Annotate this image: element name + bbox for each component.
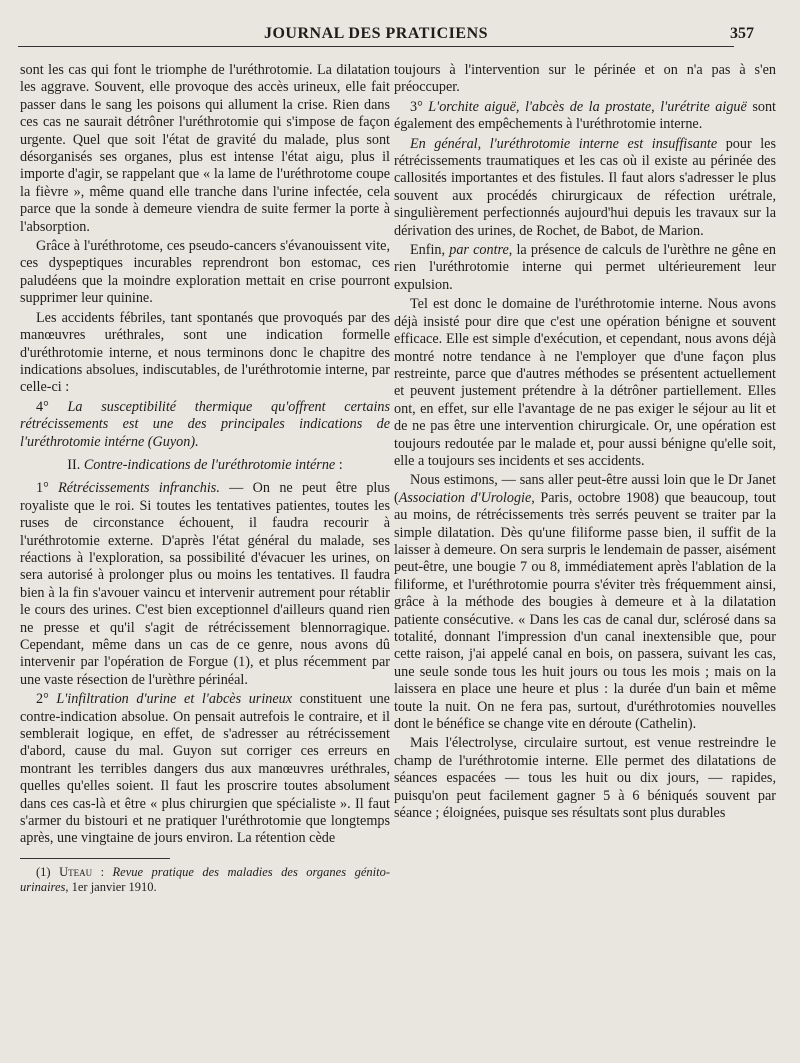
italic-text: En général, l'uréthrotomie interne est insuffisante [410,135,718,152]
list-number: 2° [36,691,57,708]
footnote-sep: : [92,864,113,879]
paragraph: Mais l'électrolyse, circulaire surtout, est venue restreindre le champ de l'uréthrotomie interne. Elle permet des dilatations de séances espacées — tous les huit ou dix jours, — rapides, puisqu'on peut facilement gagner 5 à 6 béniqués souvent par séance ; éloignées, puisque ses résultats sont plus durables [394,735,776,822]
footnote [20,865,390,895]
paragraph [394,472,776,733]
body-text: constituent une contre-indication absolue. On pensait autrefois le contraire, et il semblerait logique, en effet, de s'adresser au rétrécissement d'abord, cause du mal. Guyon sut corriger ces erreurs en montrant les terribles dangers dus aux manœuvres uréthrales, quelles qu'elles soient. Il faut les proscrire toutes absolument dans ces cas-là et être « plus chirurgien que spécialiste ». Il faut s'armer du bistouri et ne pratiquer l'uréthrotomie que longtemps après, une vingtaine de jours environ. La rétention cède [20,691,390,847]
section-number: II. [67,456,84,473]
section-heading [20,457,390,474]
paragraph [20,691,390,848]
section-title: Contre-indications de l'uréthrotomie intérne [83,456,336,473]
footnote-date: , 1er janvier 1910. [65,879,157,894]
italic-text: Rétrécissements infranchis. [58,480,220,497]
italic-text: La susceptibilité thermique qu'offrent certains rétrécissements est une des principales indications de l'uréthrotomie intérne (Guyon). [20,398,390,450]
paragraph: sont les cas qui font le triomphe de l'uréthrotomie. La dilatation les aggrave. Souvent, elle provoque des accès urineux, elle fait passer dans le sang les poisons qui allument la crise. Rien dans ces cas ne saurait détrôner l'uréthrotomie qui s'impose de façon urgente. Quel que soit l'état de gravité du malade, plus sont désorganisés ses organes, plus est intense l'état aigu, plus il importe d'agir, se rappelant que « la lame de l'uréthrotome coupe la fièvre », même quand elle tranche dans l'urine infectée, cela parce que la sonde à demeure viendra de suite fermer la porte à l'absorption. [20,62,390,235]
left-column [20,62,390,897]
body-text: sont également des empêchements à l'uréthrotomie interne. [394,98,776,133]
body-text: Enfin, [410,242,450,259]
section-colon: : [335,456,343,473]
paragraph [20,480,390,689]
body-text: — On ne peut être plus royaliste que le roi. Si toutes les tentatives patientes, toutes les ruses de circonstance échouent, il faudra recourir à l'uréthrotomie externe. D'après l'état général du malade, ses réactions à l'exploration, sa possibilité d'évacuer les urines, on sera autorisé à prolonger plus ou moins les tentatives. Il faudra bien à la fin s'avouer vaincu et intervenir autrement pour rétablir le cours des urines. C'est bien exceptionnel d'ailleurs quand rien ne presse et qu'il s'agit de rétrécissement blennorragique. Cependant, même dans un cas de ce genre, nous avons dû intervenir par l'opération de Forgue (1), et plus récemment par une vaste résection de l'urèthre périnéal. [20,480,390,688]
list-number: 4° [36,398,68,415]
body-text: pour les rétrécissements traumatiques et les cas où il existe au périnée des callosités importantes et des fistules. Il faut alors s'adresser le plus souvent aux procédés chirurgicaux de réfection urétrale, singulièrement perfectionnés aujourd'hui depuis les travaux sur la dérivation des urines, de Rochet, de Babot, de Marion. [394,135,776,239]
paragraph: Grâce à l'uréthrotome, ces pseudo-cancers s'évanouissent vite, ces dyspeptiques incurables reprendront bon estomac, ces paludéens que la moindre exploration mettait en crise pourront supprimer leur quinine. [20,238,390,307]
body-text: , Paris, octobre 1908) que beaucoup, tout au moins, de rétrécissements très serrés peuvent se traiter par la simple dilatation. Dès qu'une filiforme passe bien, il suffit de la laisser à demeure. On sera surpris le lendemain de passer, aisément peut-être, une bougie 7 ou 8, immédiatement après l'ablation de la filiforme, et l'uréthrotomie pourra s'éviter très fréquemment ainsi, grâce à la méthode des bougies à demeure et à la dilatation patiente consécutive. « Dans les cas de canal dur, sclérosé dans sa totalité, donnant l'impression d'un canal inextensible que, pour cette raison, j'ai appelé canal en bois, on passera, suivant les cas, une seule sonde tous les huit jours ou tous les mois ; mais on la laissera en place une heure et plus : la durée d'un bain et même toute la nuit. On ne fera pas, surtout, d'uréthrotomies nouvelles dont le bénéfice se change vite en déroute (Cathelin). [394,489,776,733]
paragraph: toujours à l'intervention sur le périnée et on n'a pas à s'en préoccuper. [394,62,776,96]
footnote-rule [20,858,170,859]
footnote-marker: (1) [36,864,60,879]
running-header [18,22,754,47]
paragraph [394,242,776,294]
paragraph [394,99,776,134]
page-number: 357 [730,25,754,42]
italic-text: L'orchite aiguë, l'abcès de la prostate, l'urétrite aiguë [428,98,747,115]
footnote-journal: Revue pratique des maladies des organes génito-urinaires [20,864,390,894]
italic-text: Association d'Urologie [398,489,532,506]
italic-text: L'infiltration d'urine et l'abcès urineux [56,691,293,708]
footnote-author: Uteau [59,864,93,879]
paragraph: Les accidents fébriles, tant spontanés que provoqués par des manœuvres uréthrales, sont une indication formelle d'uréthrotomie interne, et nous terminons donc le chapitre des indications absolues, indiscutables, de l'uréthrotomie interne, par celle-ci : [20,309,390,396]
paragraph [394,136,776,240]
italic-text: par contre [449,242,509,259]
paragraph [20,399,390,451]
list-number: 1° [36,480,59,497]
body-text: , la présence de calculs de l'urèthre ne gêne en rien l'uréthrotomie interne qui permet ultérieurement leur expulsion. [394,242,776,293]
list-number: 3° [410,98,429,115]
right-column [394,62,776,824]
journal-title: JOURNAL DES PRATICIENS [263,25,489,42]
paragraph: Tel est donc le domaine de l'uréthrotomie interne. Nous avons déjà insisté pour dire que c'est une opération bénigne et souvent efficace. Elle est simple d'exécution, et cependant, nous avons déjà montré notre tendance à ne l'employer que d'une façon plus restreinte, parce que d'autres méthodes se présentent actuellement et peuvent justement prétendre à la détrôner partiellement. Elles ont, en effet, sur elle l'avantage de ne pas exiger le séjour au lit et de ne pas être une intervention chirurgicale. Or, une opération est toujours redoutée par le malade et, pour aussi bénigne qu'elle soit, elle a toujours ses incidents et ses accidents. [394,296,776,469]
body-text: Nous estimons, — sans aller peut-être aussi loin que le Dr Janet ( [394,472,776,506]
